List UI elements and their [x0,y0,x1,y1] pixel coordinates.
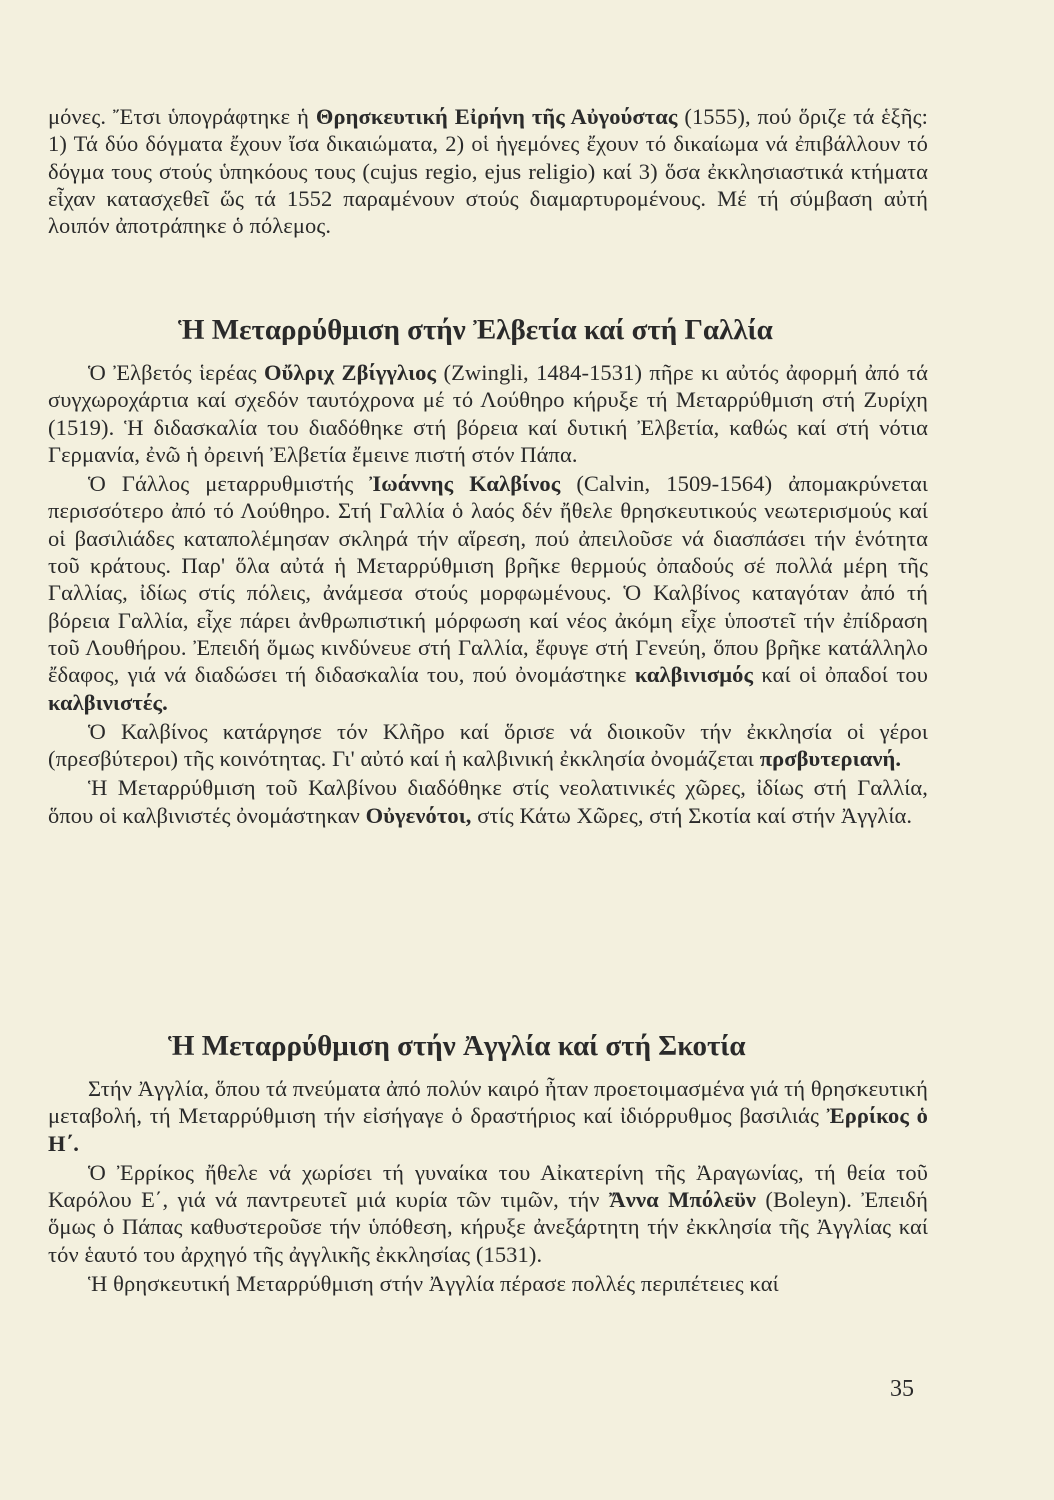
section-heading-switzerland-france: Ἡ Μεταρρύθμιση στήν Ἐλβετία καί στή Γαλλία [178,314,773,346]
bold-term: Ἄννα Μπόλεϋν [608,1187,757,1213]
boleyn-paragraph: Ὁ Ἐρρίκος ἤθελε νά χωρίσει τή γυναίκα του Αἰκατερίνη τῆς Ἀραγωνίας, τή θεία τοῦ Καρόλου Ε΄, γιά νά παντρευτεῖ μιά κυρία τῶν τιμῶν, τήν Ἄννα Μπόλεϋν (Boleyn). Ἐπειδή ὅμως ὁ Πάπας καθυστεροῦσε τήν ὑπόθεση, κήρυξε ἀνεξάρτητη τήν ἐκκλησία τῆς Ἀγγλίας καί τόν ἑαυτό του ἀρχηγό τῆς ἀγγλικῆς ἐκκλησίας (1531). [48,1159,928,1267]
henry-paragraph: Στήν Ἀγγλία, ὅπου τά πνεύματα ἀπό πολύν καιρό ἦταν προετοιμασμένα γιά τή θρησκευτική μεταβολή, τή Μεταρρύθμιση τήν εἰσήγαγε ὁ δραστήριος καί ἰδιόρρυθμος βασιλιάς Ἐρρίκος ὁ Η΄. [48,1076,928,1156]
bold-term: Οὐγενότοι, [365,802,472,828]
bold-term: Οὔλριχ Ζβίγγλιος [263,360,437,385]
bold-term: καλβινισμός [634,662,754,688]
intro-paragraph: μόνες. Ἔτσι ὑπογράφτηκε ἡ Θρησκευτική Εἰρήνη τῆς Αὐγούστας (1555), πού ὅριζε τά ἑξῆς: 1) Τά δύο δόγματα ἔχουν ἴσα δικαιώματα, 2) οἱ ἡγεμόνες ἔχουν τό δικαίωμα νά ἐπιβάλλουν τό δόγμα τους στούς ὑπηκόους τους (cujus regio, ejus religio) καί 3) ὅσα ἐκκλησιαστικά κτήματα εἶχαν κατασχεθεῖ ὥς τά 1552 παραμένουν στούς διαμαρτυρομένους. Μέ τή σύμβαση αὐτή λοιπόν ἀποτράπηκε ὁ πόλεμος. [48,104,929,239]
section2-body [48,1075,928,1297]
intro-paragraph-block [48,103,928,239]
section1-body [48,359,928,829]
england-reformation-paragraph: Ἡ θρησκευτική Μεταρρύθμιση στήν Ἀγγλία πέρασε πολλές περιπέτειες καί [88,1271,779,1297]
bold-term: Ἰωάννης Καλβίνος [369,471,561,497]
bold-term: Θρησκευτική Εἰρήνη τῆς Αὐγούστας [315,104,678,129]
calvin-paragraph: Ὁ Γάλλος μεταρρυθμιστής Ἰωάννης Καλβίνος (Calvin, 1509-1564) ἀπομακρύνεται περισσότερο ἀπό τό Λούθηρο. Στή Γαλλία ὁ λαός δέν ἤθελε θρησκευτικούς νεωτερισμούς καί οἱ βασιλιάδες καταπολέμησαν σκληρά τήν αἵρεση, πού ἀπειλοῦσε νά διασπάσει τήν ἑνότητα τοῦ κράτους. Παρ' ὅλα αὐτά ἡ Μεταρρύθμιση βρῆκε θερμούς ὀπαδούς σέ πολλά μέρη τῆς Γαλλίας, ἰδίως στίς πόλεις, ἀνάμεσα στούς μορφωμένους. Ὁ Καλβίνος καταγόταν ἀπό τή βόρεια Γαλλία, εἶχε πάρει ἀνθρωπιστική μόρφωση καί νέος ἀκόμη εἶχε ὑποστεῖ τήν ἐπίδραση τοῦ Λουθήρου. Ἐπειδή ὅμως κινδύνευε στή Γαλλία, ἔφυγε στή Γενεύη, ὅπου βρῆκε κατάλληλο ἔδαφος, γιά νά διαδώσει τή διδασκαλία του, πού ὀνομάστηκε καλβινισμός καί οἱ ὀπαδοί του καλβινιστές. [48,471,928,715]
section-heading-england-scotland: Ἡ Μεταρρύθμιση στήν Ἀγγλία καί στή Σκοτία [168,1030,746,1062]
presbyterian-paragraph: Ὁ Καλβίνος κατάργησε τόν Κλῆρο καί ὅρισε νά διοικοῦν τήν ἐκκλησία οἱ γέροι (πρεσβύτεροι) τῆς κοινότητας. Γι' αὐτό καί ἡ καλβινική ἐκκλησία ὀνομάζεται πρσβυτεριανή. [48,718,928,772]
zwingli-paragraph: Ὁ Ἐλβετός ἱερέας Οὔλριχ Ζβίγγλιος (Zwingli, 1484-1531) πῆρε κι αὐτός ἀφορμή ἀπό τά συγχωροχάρτια καί σχεδόν ταυτόχρονα μέ τό Λούθηρο κήρυξε τή Μεταρρύθμιση στή Ζυρίχη (1519). Ἡ διδασκαλία του διαδόθηκε στή βόρεια καί δυτική Ἐλβετία, καθώς καί στή νότια Γερμανία, ἐνῶ ἡ ὀρεινή Ἐλβετία ἔμεινε πιστή στόν Πάπα. [48,360,928,467]
bold-term: πρσβυτεριανή. [759,746,902,772]
bold-term: Ἐρρίκος ὁ Η΄. [48,1103,928,1156]
page-number: 35 [890,1376,914,1402]
huguenots-paragraph: Ἡ Μεταρρύθμιση τοῦ Καλβίνου διαδόθηκε στίς νεολατινικές χῶρες, ἰδίως στή Γαλλία, ὅπου οἱ καλβινιστές ὀνομάστηκαν Οὐγενότοι, στίς Κάτω Χῶρες, στή Σκοτία καί στήν Ἀγγλία. [48,775,928,828]
bold-term: καλβινιστές. [48,689,168,715]
